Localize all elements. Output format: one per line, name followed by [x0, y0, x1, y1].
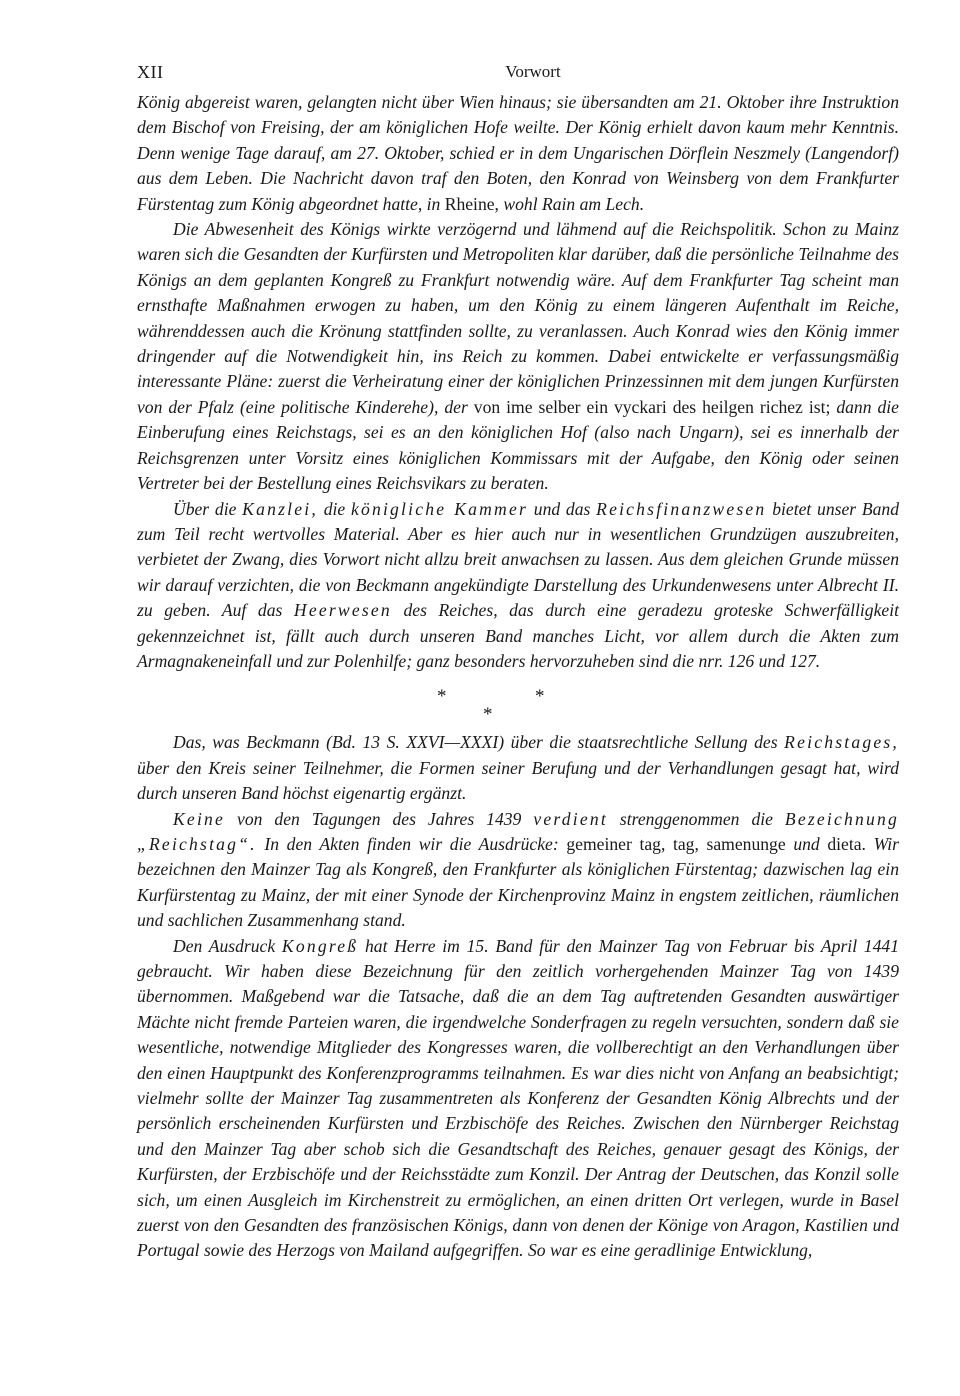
paragraph-4-term-reichstages: Reichstages,: [784, 732, 899, 753]
body-text-section-1: [137, 90, 899, 674]
paragraph-5-keine: Keine: [173, 808, 226, 829]
divider-star: *: [535, 686, 545, 708]
paragraph-6-text-a: Den Ausdruck: [173, 935, 276, 956]
paragraph-4: [137, 730, 899, 806]
paragraph-3-term-finanzwesen: Reichsfinanzwesen: [596, 498, 767, 519]
paragraph-3-text-e: und das: [533, 498, 591, 519]
paragraph-5-verdient: verdient: [533, 808, 608, 829]
divider-star: *: [483, 704, 493, 726]
paragraph-3-term-kanzlei: Kanzlei,: [242, 498, 318, 519]
paragraph-1: [137, 90, 899, 217]
body-text-section-2: [137, 730, 899, 1264]
paragraph-5-quote-terms: gemeiner tag, tag, samenunge: [566, 833, 786, 854]
paragraph-3: [137, 497, 899, 675]
document-page: [137, 62, 899, 1264]
paragraph-5: [137, 807, 899, 934]
divider-star: *: [437, 686, 447, 708]
paragraph-3-term-kammer: königliche Kammer: [350, 498, 528, 519]
paragraph-5-bezeichnung: Bezeichnung „Reichstag“.: [137, 808, 900, 854]
paragraph-6: [137, 934, 899, 1264]
paragraph-2-text: Die Abwesenheit des Königs wirkte verzögernd und lähmend auf die Reichspolitik. Schon zu Mainz waren sich die Gesandten der Kurfürsten und Metropoliten klar darüber, daß die persönliche Teilnahme des Königs an dem geplanten Kongreß zu Frankfurt notwendig wäre. Auf dem Frankfurter Tag scheint man ernsthafte Maßnahmen erwogen zu haben, um den König zu einem längeren Aufenthalt im Reiche, währenddessen auch die Krönung stattfinden sollte, zu veranlassen. Auch Konrad wies den König immer dringender auf die Notwendigkeit hin, ins Reich zu kommen. Dabei entwickelte er verfassungsmäßig interessante Pläne: zuerst die Verheiratung einer der königlichen Prinzessinnen mit dem jungen Kurfürsten von der Pfalz (eine politische Kinderehe), der: [137, 219, 899, 417]
paragraph-1-end: wohl Rain am Lech.: [503, 193, 645, 214]
paragraph-3-text-a: Über die: [173, 498, 237, 519]
paragraph-5-text-j: Wir bezeichnen den Mainzer Tag als Kongreß, den Frankfurter als königlichen Fürstentag; dazwischen lag ein Kurfürstentag zu Mainz, der mit einer Synode der Kirchenprovinz Mainz in engstem zeitlichen, räumlichen und sachlichen Zusammenhang stand.: [137, 833, 899, 931]
paragraph-3-term-heerwesen: Heerwesen: [293, 600, 392, 621]
paragraph-2: [137, 217, 899, 496]
page-header: [137, 62, 899, 90]
paragraph-3-text-g: bietet unser Band zum Teil recht wertvolles Material. Aber es hier auch nur in wesentlichen Grundzügen auszubreiten, verbietet der Zwang, dies Vorwort nicht allzu breit anwachsen zu lassen. Aus dem gleichen Grunde müssen wir darauf verzichten, die von Beckmann angekündigte Darstellung des Urkundenwesens unter Albrecht II. zu geben. Auf das: [137, 498, 900, 621]
paragraph-3-text-i: des Reiches, das durch eine geradezu groteske Schwerfälligkeit gekennzeichnet ist, fällt auch durch unseren Band manches Licht, vor allem durch die Akten zum Armagnakeneinfall und zur Polenhilfe; ganz besonders hervorzuheben sind die nrr. 126 und 127.: [137, 600, 899, 671]
paragraph-4-text-c: über den Kreis seiner Teilnehmer, die Formen seiner Berufung und der Verhandlungen gesagt hat, wird durch unseren Band höchst eigenartig ergänzt.: [137, 757, 899, 804]
paragraph-5-dieta: dieta.: [827, 833, 866, 854]
paragraph-5-und: und: [793, 833, 820, 854]
section-divider: [137, 674, 899, 730]
paragraph-1-text: König abgereist waren, gelangten nicht über Wien hinaus; sie übersandten am 21. Oktober ihre Instruktion dem Bischof von Freising, der am königlichen Hofe weilte. Der König erhielt davon kaum mehr Kenntnis. Denn wenige Tage darauf, am 27. Oktober, schied er in dem Ungarischen Dörflein Neszmely (Langendorf) aus dem Leben. Die Nachricht davon traf den Boten, den Konrad von Weinsberg von dem Frankfurter Fürstentag zum König abgeordnet hatte, in: [137, 92, 899, 214]
paragraph-6-kongress: Kongreß: [281, 935, 359, 956]
paragraph-2-end: dann die Einberufung eines Reichstags, sei es an den königlichen Hof (also nach Ungarn), sei es innerhalb der Reichsgrenzen unter Vorsitz eines königlichen Kommissars mit der Aufgabe, den König oder seinen Vertreter bei der Bestellung eines Reichsvikars zu beraten.: [137, 396, 899, 494]
paragraph-1-roman: Rheine,: [444, 193, 499, 214]
paragraph-5-text-f: In den Akten finden wir die Ausdrücke:: [264, 833, 559, 854]
paragraph-3-text-c: die: [323, 498, 346, 519]
running-head: Vorwort: [505, 62, 561, 81]
paragraph-5-text-b: von den Tagungen des Jahres 1439: [237, 808, 522, 829]
paragraph-4-text-a: Das, was Beckmann (Bd. 13 S. XXVI—XXXI) über die staatsrechtliche Sellung des: [173, 732, 778, 753]
paragraph-5-text-d: strenggenommen die: [619, 808, 773, 829]
paragraph-6-text-c: hat Herre im 15. Band für den Mainzer Tag von Februar bis April 1441 gebraucht. Wir haben diese Bezeichnung für den zeitlich vorhergehenden Mainzer Tag von 1439 übernommen. Maßgebend war die Tatsache, daß die an dem Tag auftretenden Gesandten auswärtiger Mächte nicht fremde Parteien waren, die irgendwelche Sonderfragen zu regeln versuchten, sondern daß sie wesentliche, notwendige Mitglieder des Kongresses waren, die vollberechtigt an den Verhandlungen über den einen Hauptpunkt des Konferenzprogramms teilnahmen. Es war dies nicht von Anfang an beabsichtigt; vielmehr sollte der Mainzer Tag zusammentreten als Konferenz der Gesandten König Albrechts und der persönlich erscheinenden Kurfürsten und Erzbischöfe des Reiches. Zwischen den Nürnberger Reichstag und den Mainzer Tag aber schob sich die Gesandtschaft des Reiches, genauer gesagt des Königs, der Kurfürsten, der Erzbischöfe und der Reichsstädte zum Konzil. Der Antrag der Deutschen, das Konzil solle sich, um einen Ausgleich im Kirchenstreit zu ermöglichen, an einen dritten Ort verlegen, wurde in Basel zuerst von den Gesandten des französischen Königs, dann von denen der Könige von Aragon, Kastilien und Portugal sowie des Herzogs von Mailand aufgegriffen. So war es eine geradlinige Entwicklung,: [137, 935, 899, 1261]
paragraph-2-quote: von ime selber ein vyckari des heilgen richez ist;: [473, 396, 831, 417]
page-number: XII: [137, 62, 164, 82]
